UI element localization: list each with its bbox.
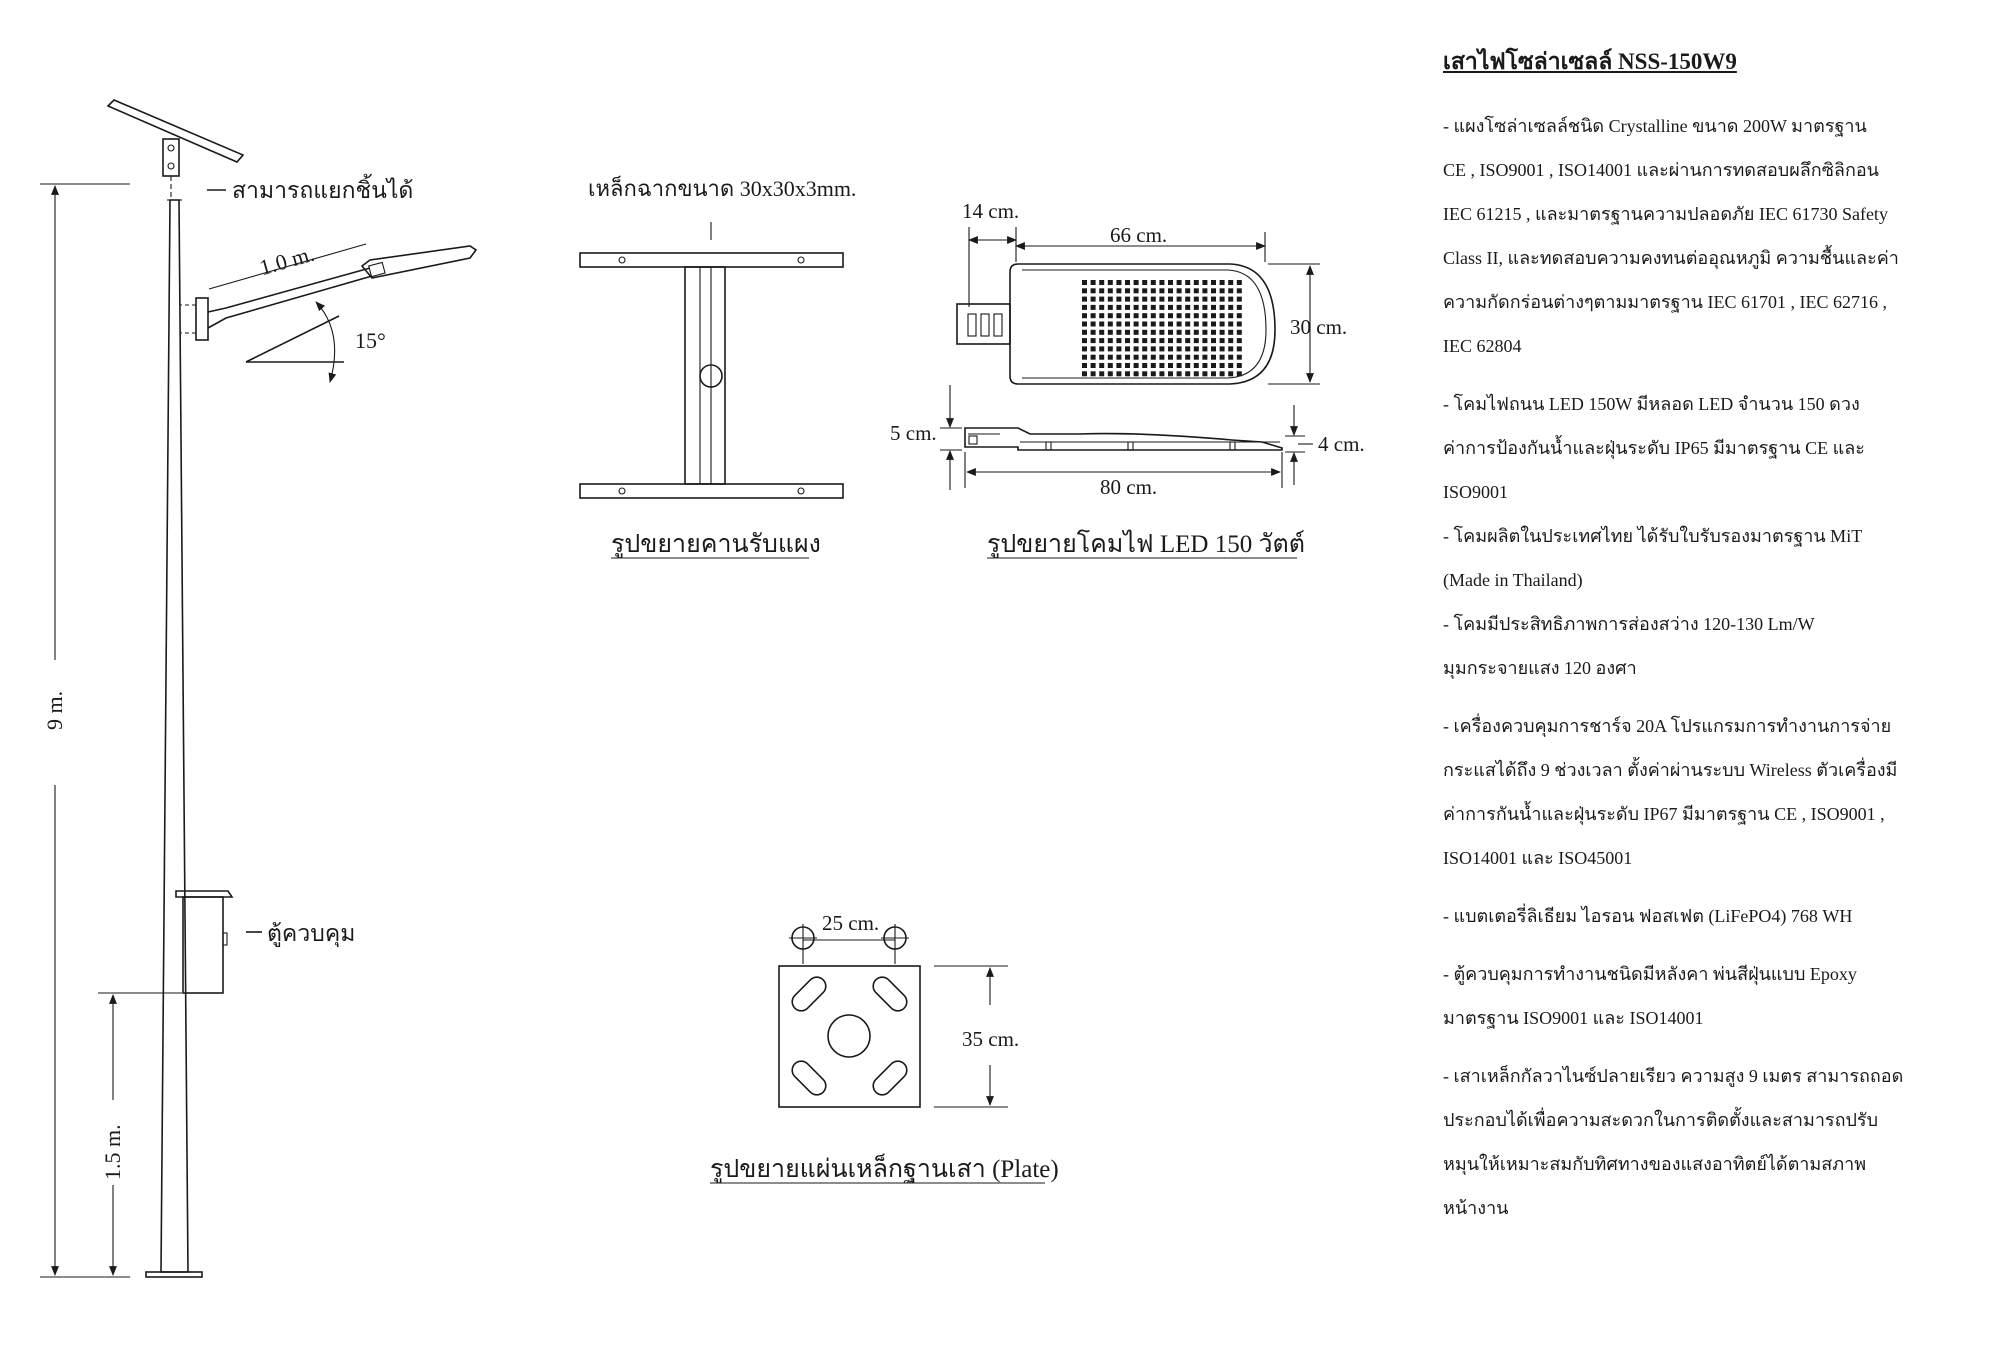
led-dot — [1125, 355, 1130, 360]
led-dot — [1082, 313, 1087, 318]
spec-line: - ตู้ควบคุมการทำงานชนิดมีหลังคา พ่นสีฝุ่นแบบ Epoxy — [1443, 964, 1857, 984]
led-dot — [1116, 371, 1121, 376]
led-dot — [1159, 363, 1164, 368]
led-dot — [1151, 363, 1156, 368]
led-dot — [1116, 322, 1121, 327]
led-dot — [1220, 346, 1225, 351]
spec-line: - โคมผลิตในประเทศไทย ได้รับใบรับรองมาตรฐาน MiT — [1443, 526, 1863, 546]
spec-line: หน้างาน — [1443, 1198, 1509, 1218]
spec-line: - โคมมีประสิทธิภาพการส่องสว่าง 120-130 Lm/W — [1443, 614, 1815, 634]
led-dot — [1237, 297, 1242, 302]
led-dot — [1228, 313, 1233, 318]
led-dot — [1125, 346, 1130, 351]
spec-line: มาตรฐาน ISO9001 และ ISO14001 — [1443, 1008, 1704, 1028]
led-dot — [1177, 288, 1182, 293]
led-dot — [1168, 338, 1173, 343]
led-dot — [1134, 288, 1139, 293]
led-dot — [1142, 371, 1147, 376]
led-dot — [1228, 280, 1233, 285]
led-dot — [1194, 338, 1199, 343]
led-dot — [1108, 371, 1113, 376]
led-dot — [1194, 346, 1199, 351]
spec-line: - โคมไฟถนน LED 150W มีหลอด LED จำนวน 150 ดวง — [1443, 394, 1860, 414]
led-dot — [1091, 363, 1096, 368]
led-dot — [1228, 330, 1233, 335]
led-dot — [1082, 363, 1087, 368]
lamp-dim-30: 30 cm. — [1290, 315, 1348, 339]
spec-panel-solar — [1443, 104, 1983, 368]
base-plate-detail — [710, 911, 1059, 1184]
led-dot — [1177, 363, 1182, 368]
led-dot — [1211, 371, 1216, 376]
led-dot — [1177, 371, 1182, 376]
steel-angle-label: เหล็กฉากขนาด 30x30x3mm. — [588, 176, 857, 201]
base-plate — [779, 966, 920, 1107]
arm-luminaire — [362, 246, 476, 278]
led-dot — [1108, 305, 1113, 310]
spec-line: ความกัดกร่อนต่างๆตามมาตรฐาน IEC 61701 , IEC 62716 , — [1443, 292, 1887, 312]
led-dot — [1185, 330, 1190, 335]
led-dot — [1142, 363, 1147, 368]
pole-elevation — [40, 100, 476, 1277]
solar-panel — [108, 100, 243, 162]
led-dot — [1134, 338, 1139, 343]
led-dot — [1194, 363, 1199, 368]
led-dot — [1168, 346, 1173, 351]
led-dot — [1211, 297, 1216, 302]
plate-dim-35: 35 cm. — [962, 1027, 1020, 1051]
led-dot — [1237, 330, 1242, 335]
led-dot — [1220, 322, 1225, 327]
led-dot — [1108, 363, 1113, 368]
led-dot — [1116, 280, 1121, 285]
led-dot — [1220, 371, 1225, 376]
led-dot — [1142, 338, 1147, 343]
spec-line: - เสาเหล็กกัลวาไนซ์ปลายเรียว ความสูง 9 เมตร สามารถถอด — [1443, 1066, 1904, 1086]
led-dot — [1194, 355, 1199, 360]
led-dot — [1177, 330, 1182, 335]
led-dot — [1159, 313, 1164, 318]
led-dot — [1082, 338, 1087, 343]
led-dot — [1194, 330, 1199, 335]
led-array — [1082, 280, 1242, 376]
led-dot — [1125, 280, 1130, 285]
led-dot — [1168, 330, 1173, 335]
led-dot — [1168, 288, 1173, 293]
pole-height-label: 9 m. — [42, 690, 67, 730]
led-dot — [1220, 305, 1225, 310]
led-dot — [1116, 355, 1121, 360]
led-dot — [1099, 355, 1104, 360]
led-dot — [1177, 346, 1182, 351]
led-dot — [1099, 330, 1104, 335]
led-dot — [1168, 322, 1173, 327]
led-dot — [1194, 313, 1199, 318]
spec-line: - เครื่องควบคุมการชาร์จ 20A โปรแกรมการทำงานการจ่าย — [1443, 716, 1892, 736]
led-dot — [1151, 322, 1156, 327]
led-dot — [1151, 305, 1156, 310]
led-dot — [1151, 346, 1156, 351]
bracket-caption: รูปขยายคานรับแผง — [611, 531, 821, 558]
spec-controller — [1443, 704, 1983, 880]
led-dot — [1116, 297, 1121, 302]
spec-line: ค่าการป้องกันน้ำและฝุ่นระดับ IP65 มีมาตรฐาน CE และ — [1443, 438, 1865, 458]
led-dot — [1134, 363, 1139, 368]
led-dot — [1125, 363, 1130, 368]
led-dot — [1151, 338, 1156, 343]
led-dot — [1185, 338, 1190, 343]
led-dot — [1116, 313, 1121, 318]
led-dot — [1116, 346, 1121, 351]
led-dot — [1082, 322, 1087, 327]
led-dot — [1228, 346, 1233, 351]
led-dot — [1228, 297, 1233, 302]
spec-line: มุมกระจายแสง 120 องศา — [1443, 658, 1637, 678]
led-dot — [1134, 305, 1139, 310]
led-dot — [1099, 305, 1104, 310]
led-dot — [1228, 363, 1233, 368]
led-dot — [1134, 280, 1139, 285]
led-dot — [1099, 346, 1104, 351]
control-cabinet — [183, 897, 223, 993]
lamp-side-view — [965, 428, 1282, 450]
led-dot — [1082, 371, 1087, 376]
led-dot — [1211, 338, 1216, 343]
led-dot — [1125, 297, 1130, 302]
led-dot — [1125, 305, 1130, 310]
led-dot — [1202, 322, 1207, 327]
spec-battery — [1443, 894, 1983, 938]
led-dot — [1134, 322, 1139, 327]
led-dot — [1211, 355, 1216, 360]
led-dot — [1099, 297, 1104, 302]
led-dot — [1185, 355, 1190, 360]
led-dot — [1116, 363, 1121, 368]
led-dot — [1228, 288, 1233, 293]
led-dot — [1142, 313, 1147, 318]
led-dot — [1082, 297, 1087, 302]
led-dot — [1116, 305, 1121, 310]
lamp-dim-66: 66 cm. — [1110, 223, 1168, 247]
lamp-dim-4: 4 cm. — [1318, 432, 1365, 456]
led-dot — [1220, 330, 1225, 335]
led-dot — [1151, 280, 1156, 285]
led-dot — [1142, 355, 1147, 360]
led-dot — [1194, 297, 1199, 302]
led-dot — [1151, 330, 1156, 335]
led-dot — [1168, 355, 1173, 360]
spec-line: - แผงโซล่าเซลล์ชนิด Crystalline ขนาด 200W มาตรฐาน — [1443, 116, 1867, 136]
led-dot — [1185, 322, 1190, 327]
led-dot — [1185, 371, 1190, 376]
spec-lamp — [1443, 382, 1983, 514]
led-dot — [1237, 338, 1242, 343]
angle-indicator — [246, 316, 339, 362]
led-dot — [1159, 355, 1164, 360]
led-dot — [1185, 280, 1190, 285]
led-dot — [1211, 280, 1216, 285]
led-dot — [1151, 313, 1156, 318]
led-dot — [1099, 313, 1104, 318]
pole-base-plate — [146, 1272, 202, 1277]
led-dot — [1099, 338, 1104, 343]
led-dot — [1237, 280, 1242, 285]
led-dot — [1108, 346, 1113, 351]
led-dot — [1159, 288, 1164, 293]
led-dot — [1142, 280, 1147, 285]
led-dot — [1134, 371, 1139, 376]
led-dot — [1168, 305, 1173, 310]
spec-lamp-efficacy — [1443, 602, 1983, 690]
led-dot — [1116, 330, 1121, 335]
pole-shaft — [161, 200, 188, 1272]
led-dot — [1168, 297, 1173, 302]
led-dot — [1125, 288, 1130, 293]
spec-cabinet — [1443, 952, 1983, 1040]
led-dot — [1177, 297, 1182, 302]
led-dot — [1168, 313, 1173, 318]
led-dot — [1082, 330, 1087, 335]
led-dot — [1202, 346, 1207, 351]
led-dot — [1159, 338, 1164, 343]
led-dot — [1125, 330, 1130, 335]
spec-line: IEC 62804 — [1443, 336, 1522, 356]
led-dot — [1211, 288, 1216, 293]
led-dot — [1220, 280, 1225, 285]
led-dot — [1091, 371, 1096, 376]
lamp-dim-14: 14 cm. — [962, 199, 1020, 223]
led-dot — [1237, 313, 1242, 318]
led-dot — [1082, 305, 1087, 310]
led-dot — [1142, 297, 1147, 302]
spec-line: กระแสได้ถึง 9 ช่วงเวลา ตั้งค่าผ่านระบบ Wireless ตัวเครื่องมี — [1443, 760, 1898, 780]
led-dot — [1177, 355, 1182, 360]
led-dot — [1202, 363, 1207, 368]
led-dot — [1237, 305, 1242, 310]
led-dot — [1237, 363, 1242, 368]
led-dot — [1220, 313, 1225, 318]
led-dot — [1091, 330, 1096, 335]
led-dot — [1211, 322, 1216, 327]
led-dot — [1228, 305, 1233, 310]
led-dot — [1177, 305, 1182, 310]
led-dot — [1185, 305, 1190, 310]
bracket-vertical-post — [685, 267, 725, 484]
led-dot — [1177, 280, 1182, 285]
lamp-caption: รูปขยายโคมไฟ LED 150 วัตต์ — [987, 531, 1305, 558]
led-dot — [1151, 288, 1156, 293]
led-dot — [1082, 288, 1087, 293]
led-dot — [1125, 371, 1130, 376]
led-dot — [1185, 346, 1190, 351]
led-dot — [1142, 305, 1147, 310]
led-dot — [1116, 338, 1121, 343]
led-dot — [1142, 288, 1147, 293]
led-dot — [1159, 371, 1164, 376]
angle-label: 15° — [355, 328, 386, 353]
led-dot — [1151, 371, 1156, 376]
led-dot — [1237, 322, 1242, 327]
led-dot — [1091, 280, 1096, 285]
spec-panel — [1443, 40, 1983, 1244]
led-dot — [1091, 338, 1096, 343]
led-dot — [1194, 305, 1199, 310]
led-dot — [1108, 338, 1113, 343]
spec-line: IEC 61215 , และมาตรฐานความปลอดภัย IEC 61730 Safety — [1443, 204, 1888, 224]
panel-bracket-detail — [580, 174, 856, 559]
led-dot — [1168, 363, 1173, 368]
led-dot — [1082, 355, 1087, 360]
led-dot — [1220, 355, 1225, 360]
led-dot — [1108, 297, 1113, 302]
led-dot — [1142, 322, 1147, 327]
led-dot — [1177, 322, 1182, 327]
led-dot — [1220, 338, 1225, 343]
led-dot — [1134, 330, 1139, 335]
led-dot — [1168, 371, 1173, 376]
lamp-arm — [208, 268, 370, 312]
led-dot — [1185, 297, 1190, 302]
led-dot — [1159, 297, 1164, 302]
led-dot — [1228, 355, 1233, 360]
led-dot — [1159, 330, 1164, 335]
led-dot — [1237, 288, 1242, 293]
plate-dim-25: 25 cm. — [822, 911, 880, 935]
led-dot — [1237, 346, 1242, 351]
led-dot — [1159, 305, 1164, 310]
led-dot — [1220, 297, 1225, 302]
led-dot — [1099, 280, 1104, 285]
plate-caption: รูปขยายแผ่นเหล็กฐานเสา (Plate) — [710, 1156, 1059, 1183]
led-dot — [1116, 288, 1121, 293]
led-dot — [1202, 371, 1207, 376]
led-dot — [1108, 322, 1113, 327]
led-dot — [1125, 322, 1130, 327]
led-dot — [1168, 280, 1173, 285]
lamp-detail — [890, 199, 1365, 559]
led-dot — [1202, 280, 1207, 285]
spec-line: CE , ISO9001 , ISO14001 และผ่านการทดสอบผลึกซิลิกอน — [1443, 160, 1879, 180]
led-dot — [1194, 322, 1199, 327]
led-dot — [1125, 338, 1130, 343]
spec-line: หมุนให้เหมาะสมกับทิศทางของแสงอาทิตย์ได้ตามสภาพ — [1443, 1154, 1867, 1174]
led-dot — [1211, 305, 1216, 310]
led-dot — [1202, 297, 1207, 302]
led-dot — [1177, 313, 1182, 318]
led-dot — [1099, 288, 1104, 293]
spec-line: ประกอบได้เพื่อความสะดวกในการติดตั้งและสามารถปรับ — [1443, 1110, 1879, 1130]
led-dot — [1228, 371, 1233, 376]
led-dot — [1091, 297, 1096, 302]
spec-line: - แบตเตอรี่ลิเธียม ไอรอน ฟอสเฟต (LiFePO4) 768 WH — [1443, 906, 1853, 926]
led-dot — [1091, 288, 1096, 293]
led-dot — [1091, 313, 1096, 318]
spec-line: ISO9001 — [1443, 482, 1509, 502]
plate-center-hole — [828, 1015, 870, 1057]
led-dot — [1099, 371, 1104, 376]
led-dot — [1134, 346, 1139, 351]
spec-pole — [1443, 1054, 1983, 1230]
led-dot — [1108, 355, 1113, 360]
spec-line: ISO14001 และ ISO45001 — [1443, 848, 1633, 868]
led-dot — [1211, 363, 1216, 368]
led-dot — [1202, 305, 1207, 310]
led-dot — [1091, 346, 1096, 351]
led-dot — [1151, 355, 1156, 360]
led-dot — [1151, 297, 1156, 302]
spec-line: (Made in Thailand) — [1443, 570, 1583, 590]
led-dot — [1202, 338, 1207, 343]
led-dot — [1142, 330, 1147, 335]
arm-length-label: 1.0 m. — [256, 240, 318, 281]
cabinet-height-label: 1.5 m. — [100, 1124, 125, 1180]
led-dot — [1202, 330, 1207, 335]
led-dot — [1134, 297, 1139, 302]
led-dot — [1194, 280, 1199, 285]
led-dot — [1185, 363, 1190, 368]
spec-line: Class II, และทดสอบความคงทนต่ออุณหภูมิ ความชื้นและค่า — [1443, 248, 1899, 268]
led-dot — [1082, 280, 1087, 285]
led-dot — [1082, 346, 1087, 351]
led-dot — [1237, 355, 1242, 360]
led-dot — [1159, 280, 1164, 285]
led-dot — [1220, 288, 1225, 293]
led-dot — [1159, 322, 1164, 327]
led-dot — [1108, 330, 1113, 335]
led-dot — [1211, 313, 1216, 318]
led-dot — [1185, 288, 1190, 293]
led-dot — [1159, 346, 1164, 351]
led-dot — [1108, 280, 1113, 285]
led-dot — [1185, 313, 1190, 318]
led-dot — [1211, 330, 1216, 335]
spec-lamp-mit — [1443, 514, 1983, 602]
led-dot — [1228, 322, 1233, 327]
cabinet-label: ตู้ควบคุม — [267, 921, 356, 946]
led-dot — [1194, 288, 1199, 293]
led-dot — [1177, 338, 1182, 343]
led-dot — [1134, 313, 1139, 318]
led-dot — [1099, 363, 1104, 368]
led-dot — [1091, 305, 1096, 310]
led-dot — [1099, 322, 1104, 327]
lamp-dim-80: 80 cm. — [1100, 475, 1158, 499]
led-dot — [1194, 371, 1199, 376]
spec-line: ค่าการกันน้ำและฝุ่นระดับ IP67 มีมาตรฐาน CE , ISO9001 , — [1443, 804, 1885, 824]
led-dot — [1228, 338, 1233, 343]
led-dot — [1220, 363, 1225, 368]
led-dot — [1108, 313, 1113, 318]
led-dot — [1202, 355, 1207, 360]
detachable-label: สามารถแยกชิ้นได้ — [232, 178, 414, 203]
lamp-dim-5: 5 cm. — [890, 421, 937, 445]
led-dot — [1108, 288, 1113, 293]
led-dot — [1142, 346, 1147, 351]
led-dot — [1202, 313, 1207, 318]
led-dot — [1091, 322, 1096, 327]
led-dot — [1211, 346, 1216, 351]
led-dot — [1134, 355, 1139, 360]
led-dot — [1237, 371, 1242, 376]
led-dot — [1202, 288, 1207, 293]
led-dot — [1125, 313, 1130, 318]
spec-title: เสาไฟโซล่าเซลล์ NSS-150W9 — [1443, 49, 1737, 74]
led-dot — [1091, 355, 1096, 360]
